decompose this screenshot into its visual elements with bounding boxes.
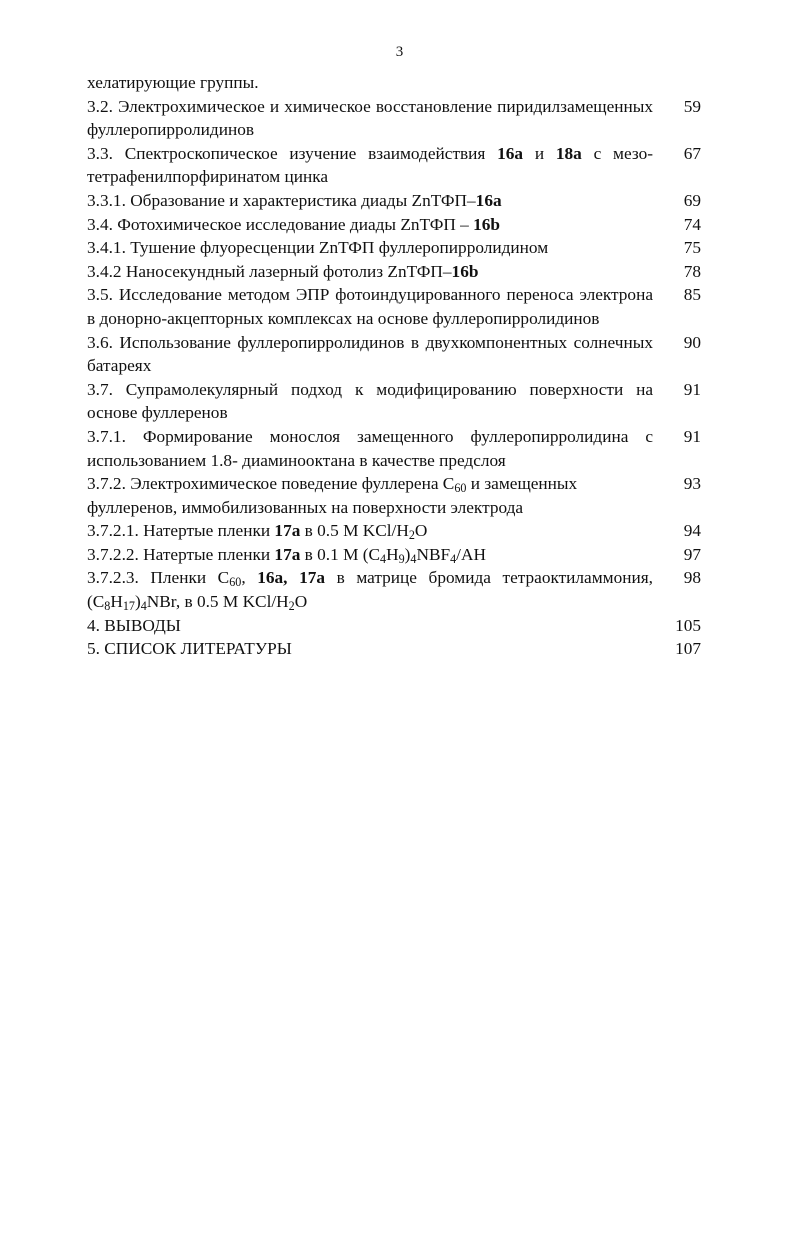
toc-entry-text: 3.4.1. Тушение флуоресценции ZnТФП фуллеропирролидином [87,238,549,258]
toc-entry-text: 5. СПИСОК ЛИТЕРАТУРЫ [87,639,292,659]
toc-entry-text: 3.7.2. Электрохимическое поведение фуллерена $C_{60}$ и замещенных фуллеренов, иммобилизованных на поверхности электрода [87,474,578,517]
toc-entry [87,236,701,260]
toc-entry-page: 69 [683,190,701,210]
toc-entry-text: 3.7. Супрамолекулярный подход к модифицированию поверхности на основе фуллеренов [87,379,653,423]
toc-entry [87,614,701,638]
toc-entry-page: 78 [683,261,701,281]
toc-entry-page: 75 [683,238,701,258]
toc-entry-page: 91 [683,426,701,446]
toc-entry-page: 98 [683,568,701,588]
toc-entry [87,425,701,472]
toc-entry [87,95,701,142]
toc-entry [87,543,701,567]
toc-entry-text: 3.2. Электрохимическое и химическое восстановление пиридилзамещенных фуллеропирролидинов [87,96,653,140]
toc-entry-page: 97 [683,544,701,564]
toc-entry [87,472,701,519]
toc-entry-page: 67 [683,143,701,163]
toc-entry-page: 90 [683,332,701,352]
toc-entry-text: 3.6. Использование фуллеропирролидинов в двухкомпонентных солнечных батареях [87,332,653,376]
toc-entry [87,260,701,284]
toc-entry-page: 85 [683,285,701,305]
toc-entry-text: 3.7.2.1. Натертые пленки 17а в 0.5 M KCl/$H_2O$ [87,521,428,543]
toc-entry-text: 3.5. Исследование методом ЭПР фотоиндуцированного переноса электрона в донорно-акцепторных комплексах на основе фуллеропирролидинов [87,285,653,328]
table-of-contents [87,71,701,661]
toc-entry-text: 3.3.1. Образование и характеристика диады ZnТФП–16а [87,190,502,210]
toc-entry-text: 3.4. Фотохимическое исследование диады ZnТФП – 16b [87,214,501,234]
toc-entry-text: 3.4.2 Наносекундный лазерный фотолиз ZnТФП–16b [87,261,479,281]
toc-entry-text: 4. ВЫВОДЫ [87,615,181,635]
toc-entry-text: хелатирующие группы. [87,73,259,92]
toc-entry-text: 3.7.2.3. Пленки $C_{60}$, 16а, 17а в матрице бромида тетраоктиламмония, $(C_8H_{17})_4NBr$, в 0.5 M KCl/$H_2O$ [87,568,654,614]
toc-entry [87,213,701,237]
toc-entry [87,331,701,378]
toc-entry-page: 94 [683,521,701,541]
toc-entry-text: 3.3. Спектроскопическое изучение взаимодействия 16а и 18а с мезо-тетрафенилпорфиринатом цинка [87,143,653,187]
toc-entry-page: 105 [675,615,701,635]
toc-entry-text: 3.7.2.2. Натертые пленки 17а в 0.1 M $(C_4H_9)_4NBF_4/AH$ [87,544,486,566]
toc-entry-page: 107 [675,639,701,659]
toc-entry-page: 93 [683,474,701,494]
page-number: 3 [395,44,404,60]
toc-entry-page: 91 [683,379,701,399]
toc-entry [87,142,701,189]
toc-entry [87,637,701,661]
toc-entry [87,283,701,330]
toc-entry [87,189,701,213]
toc-entry-page: 74 [683,214,701,234]
toc-entry [87,378,701,425]
toc-entry [87,71,701,95]
toc-entry-text: 3.7.1. Формирование монослоя замещенного фуллеропирролидина с использованием 1.8- диаминооктана в качестве предслоя [87,426,653,470]
toc-entry [87,519,701,543]
toc-entry-page: 59 [683,96,701,116]
toc-entry [87,566,701,613]
